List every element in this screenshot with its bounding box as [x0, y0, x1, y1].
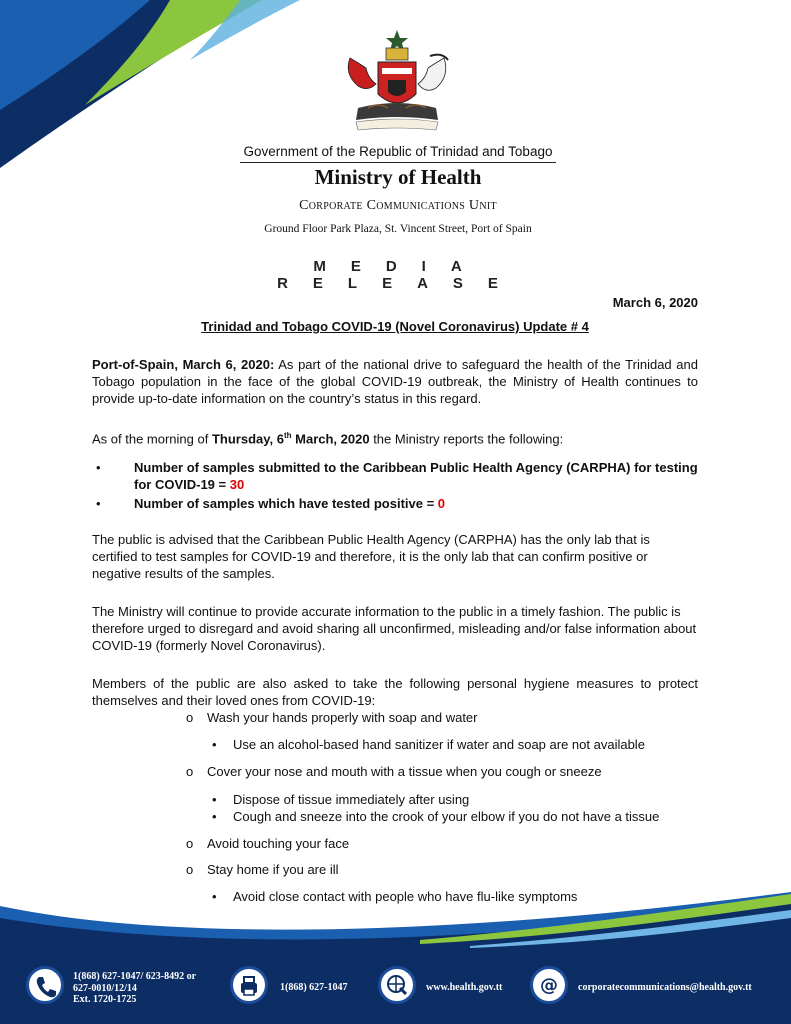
phone-line-2: 627-0010/12/14: [73, 982, 137, 994]
intro-rest: As part of the national drive to safeguard the health of the Trinidad and Tobago population in the face of the global COVID-19 outbreak, the Ministry of Health continues to provide up-to-date information on the country’s status in this regard.: [92, 357, 698, 406]
stat-positive-value: 0: [437, 496, 446, 511]
release-date: March 6, 2020: [612, 295, 698, 310]
release-title: Trinidad and Tobago COVID-19 (Novel Coronavirus) Update # 4: [201, 319, 589, 334]
release-type-heading: MEDIA RELEASE: [277, 258, 523, 292]
measure-avoid-face: Avoid touching your face: [207, 836, 350, 851]
list-item: [92, 459, 698, 493]
bullet-dot: •: [212, 737, 217, 752]
fax-icon: [230, 966, 268, 1004]
measure-cover-nose: Cover your nose and mouth with a tissue when you cough or sneeze: [207, 764, 602, 779]
measure-avoid-contact: Avoid close contact with people who have flu-like symptoms: [233, 889, 578, 904]
bullet-dot: •: [212, 889, 217, 904]
status-sup: th: [283, 431, 292, 440]
stat-positive-label: Number of samples which have tested positive =: [134, 496, 438, 511]
ministry-name: Ministry of Health: [314, 165, 482, 189]
contact-fax: 1(868) 627-1047: [280, 982, 348, 993]
status-pre: As of the morning of: [92, 431, 212, 447]
status-day: Thursday, 6: [211, 431, 284, 447]
hygiene-intro-paragraph: Members of the public are also asked to take the following personal hygiene measures to protect themselves and their loved ones from COVID-19:: [92, 676, 698, 708]
stat-samples-label: Number of samples submitted to the Caribbean Public Health Agency (CARPHA) for testing for COVID-19 =: [134, 460, 698, 492]
footer-swoosh: [0, 888, 791, 958]
header-rule: [240, 162, 556, 163]
contact-web[interactable]: www.health.gov.tt: [426, 982, 503, 993]
phone-icon: [26, 966, 64, 1004]
bullet-o: o: [186, 836, 194, 851]
government-name: Government of the Republic of Trinidad and Tobago: [243, 144, 553, 159]
measure-wash-hands: Wash your hands properly with soap and water: [207, 710, 478, 725]
measure-cough-elbow: Cough and sneeze into the crook of your elbow if you do not have a tissue: [233, 809, 660, 824]
status-paragraph: [92, 427, 698, 447]
measure-stay-home: Stay home if you are ill: [207, 862, 339, 877]
contact-phone: [73, 971, 196, 1006]
bullet-o: o: [186, 764, 194, 779]
bullet-dot: •: [96, 496, 101, 511]
svg-text:@: @: [540, 975, 558, 996]
carpha-paragraph: The public is advised that the Caribbean Public Health Agency (CARPHA) has the only lab that is certified to test samples for COVID-19 and therefore, it is the only lab that can confirm positive or negative results of the samples.: [92, 532, 650, 581]
measure-dispose-tissue: Dispose of tissue immediately after using: [233, 792, 470, 807]
contact-email[interactable]: corporatecommunications@health.gov.tt: [578, 982, 752, 993]
coat-of-arms-logo: [338, 28, 456, 138]
web-icon: [378, 966, 416, 1004]
bullet-dot: •: [212, 809, 217, 824]
bullet-dot: •: [212, 792, 217, 807]
status-post: the Ministry reports the following:: [369, 431, 564, 447]
stats-list: [92, 459, 698, 514]
phone-line-3: Ext. 1720-1725: [73, 994, 137, 1005]
email-icon: [530, 966, 568, 1004]
bullet-o: o: [186, 710, 194, 725]
address: Ground Floor Park Plaza, St. Vincent Street, Port of Spain: [264, 223, 532, 235]
intro-paragraph: [92, 356, 698, 407]
bullet-dot: •: [96, 460, 101, 475]
measure-sanitizer: Use an alcohol-based hand sanitizer if water and soap are not available: [233, 737, 645, 752]
intro-lead: Port-of-Spain, March 6, 2020:: [92, 357, 275, 372]
stat-samples-value: 30: [229, 477, 245, 492]
status-date: March, 2020: [291, 431, 370, 447]
unit-name: Corporate Communications Unit: [299, 198, 497, 213]
phone-line-1: 1(868) 627-1047/ 623-8492 or: [73, 971, 197, 982]
bullet-o: o: [186, 862, 194, 877]
information-paragraph: The Ministry will continue to provide accurate information to the public in a timely fashion. The public is therefore urged to disregard and avoid sharing all unconfirmed, misleading and/or false information about COVID-19 (formerly Novel Coronavirus).: [92, 604, 697, 653]
list-item: [92, 495, 698, 512]
